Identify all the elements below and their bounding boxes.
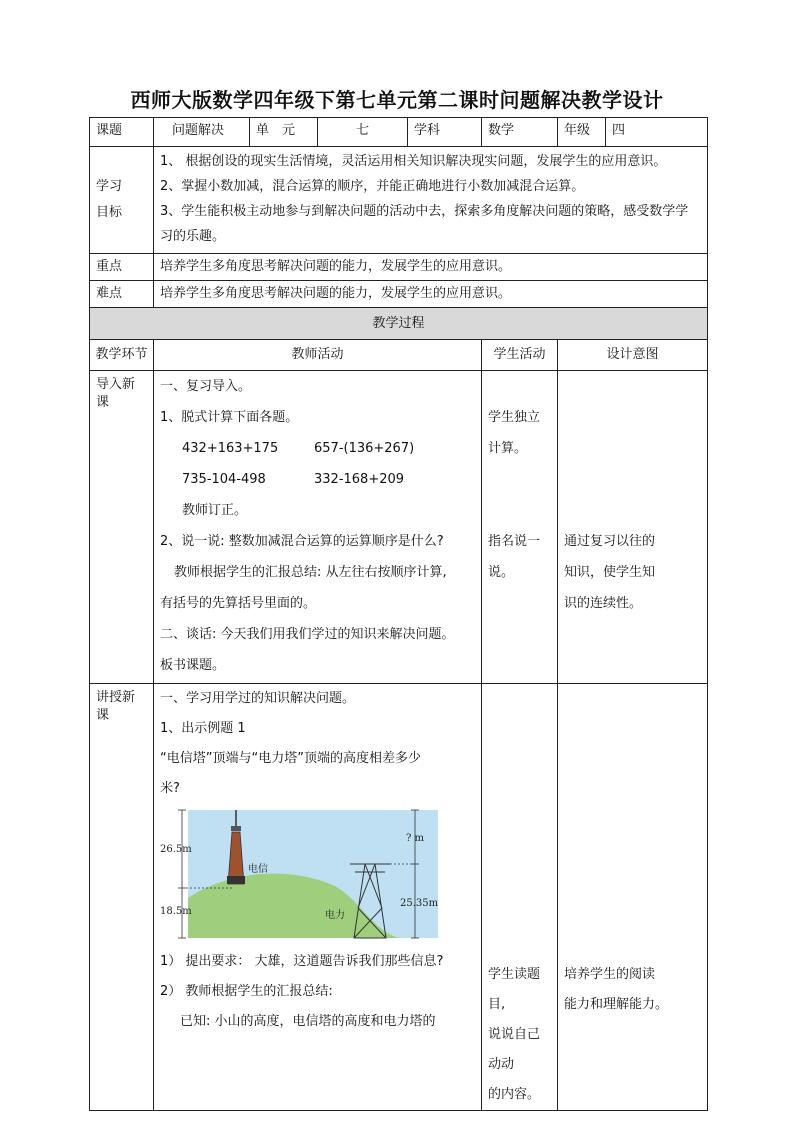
intro-line: 教师根据学生的汇报总结: 从左往右按顺序计算, bbox=[174, 565, 447, 580]
unknown-height-label: ? m bbox=[406, 833, 425, 844]
intro-line: 二、谈话: 今天我们用我们学过的知识来解决问题。 bbox=[160, 627, 455, 642]
intent-line: 培养学生的阅读 bbox=[564, 967, 656, 982]
intro-teacher bbox=[154, 371, 482, 684]
lesson-line: “电信塔”顶端与“电力塔”顶端的高度相差多少 bbox=[160, 751, 421, 766]
intent-line: 知识，使学生知 bbox=[564, 565, 656, 580]
unit-value: 七 bbox=[318, 118, 408, 147]
new-lesson-teacher bbox=[154, 684, 482, 1111]
intro-line: 板书课题。 bbox=[160, 658, 226, 673]
key-point-label: 重点 bbox=[90, 254, 154, 281]
key-point-row bbox=[90, 254, 708, 281]
student-activity: 说说自己动动 bbox=[488, 1027, 541, 1072]
lesson-value: 问题解决 bbox=[154, 118, 250, 147]
process-title-row bbox=[90, 308, 708, 340]
goal-item: 1、 根据创设的现实生活情境，灵活运用相关知识解决现实问题，发展学生的应用意识。 bbox=[160, 154, 667, 169]
intro-line: 2、说一说: 整数加减混合运算的运算顺序是什么? bbox=[160, 534, 444, 549]
goals-label bbox=[90, 147, 154, 254]
expression-row bbox=[160, 433, 475, 464]
difficulty-row bbox=[90, 281, 708, 308]
unit-label: 单 元 bbox=[250, 118, 318, 147]
page-title: 西师大版数学四年级下第七单元第二课时问题解决教学设计 bbox=[130, 88, 664, 112]
col-teacher: 教师活动 bbox=[154, 340, 482, 371]
expression: 432+163+175 bbox=[182, 441, 279, 456]
power-label: 电力 bbox=[325, 910, 345, 921]
student-activity: 指名说一说。 bbox=[488, 534, 541, 580]
intent-line: 通过复习以往的 bbox=[564, 534, 656, 549]
col-student: 学生活动 bbox=[482, 340, 558, 371]
subject-label: 学科 bbox=[408, 118, 482, 147]
intent-line: 能力和理解能力。 bbox=[564, 997, 669, 1012]
intro-row bbox=[90, 371, 708, 684]
intro-student bbox=[482, 371, 558, 684]
intro-line: 教师订正。 bbox=[182, 503, 248, 518]
goals-label-line1: 学习 bbox=[96, 179, 123, 194]
intro-line: 1、脱式计算下面各题。 bbox=[160, 410, 299, 425]
goals-label-line2: 目标 bbox=[96, 205, 123, 220]
power-height-label: 25.35m bbox=[400, 898, 439, 909]
new-lesson-student bbox=[482, 684, 558, 1111]
lesson-line: 已知: 小山的高度，电信塔的高度和电力塔的 bbox=[180, 1014, 436, 1029]
grade-label: 年级 bbox=[558, 118, 606, 147]
col-stage: 教学环节 bbox=[90, 340, 154, 371]
intro-line: 一、复习导入。 bbox=[160, 379, 252, 394]
intro-stage: 导入新课 bbox=[90, 371, 154, 684]
new-lesson-row bbox=[90, 684, 708, 1111]
col-intent: 设计意图 bbox=[558, 340, 708, 371]
lesson-label: 课题 bbox=[90, 118, 154, 147]
process-title: 教学过程 bbox=[90, 308, 708, 340]
difficulty-label: 难点 bbox=[90, 281, 154, 308]
hill-height-label: 18.5m bbox=[160, 906, 192, 917]
difficulty-text: 培养学生多角度思考解决问题的能力，发展学生的应用意识。 bbox=[154, 281, 708, 308]
goal-item: 2、掌握小数加减，混合运算的顺序，并能正确地进行小数加减混合运算。 bbox=[160, 179, 585, 194]
expression: 657-(136+267) bbox=[314, 441, 415, 456]
header-row bbox=[90, 118, 708, 147]
lesson-line: 1） 提出要求： 大雄，这道题告诉我们那些信息? bbox=[160, 954, 444, 969]
goal-item: 3、学生能积极主动地参与到解决问题的活动中去，探索多角度解决问题的策略，感受数学学习的乐趣。 bbox=[160, 204, 689, 244]
lesson-line: 2） 教师根据学生的汇报总结: bbox=[160, 984, 333, 999]
lesson-line: 1、出示例题 1 bbox=[160, 721, 246, 736]
grade-value: 四 bbox=[606, 118, 708, 147]
tower-height-figure bbox=[160, 808, 450, 943]
intro-intent bbox=[558, 371, 708, 684]
new-lesson-stage: 讲授新课 bbox=[90, 684, 154, 1111]
expression: 735-104-498 bbox=[182, 472, 266, 487]
goals-row bbox=[90, 147, 708, 254]
student-activity: 的内容。 bbox=[488, 1087, 541, 1102]
process-header-row bbox=[90, 340, 708, 371]
key-point-text: 培养学生多角度思考解决问题的能力，发展学生的应用意识。 bbox=[154, 254, 708, 281]
expression: 332-168+209 bbox=[314, 472, 405, 487]
new-lesson-intent bbox=[558, 684, 708, 1111]
lesson-line: 米? bbox=[160, 781, 180, 796]
goals-content bbox=[154, 147, 708, 254]
telecom-label: 电信 bbox=[248, 864, 268, 875]
lesson-plan-table bbox=[89, 117, 708, 1111]
student-activity: 学生读题目, bbox=[488, 967, 541, 1012]
subject-value: 数学 bbox=[482, 118, 558, 147]
intro-line: 有括号的先算括号里面的。 bbox=[160, 596, 317, 611]
intent-line: 识的连续性。 bbox=[564, 596, 643, 611]
tower-height-label: 26.5m bbox=[160, 844, 192, 855]
lesson-line: 一、学习用学过的知识解决问题。 bbox=[160, 691, 356, 706]
expression-row bbox=[160, 464, 475, 495]
student-activity: 学生独立计算。 bbox=[488, 410, 541, 456]
